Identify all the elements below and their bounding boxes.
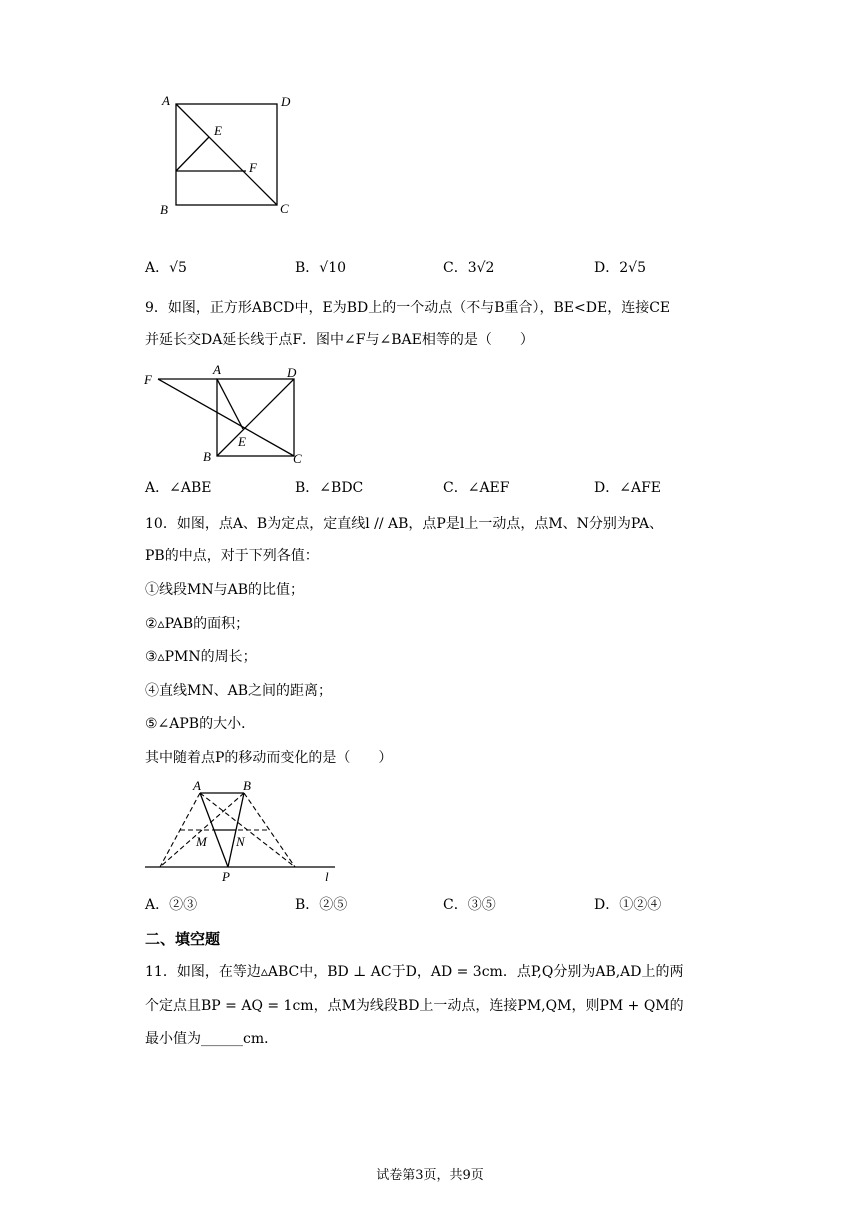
label-l: l xyxy=(325,869,329,884)
q10-option-d: D．①②④ xyxy=(594,897,662,913)
label-B: B xyxy=(203,449,211,464)
q10-item-2: ②▵PAB的面积； xyxy=(145,616,250,632)
figure-q8 xyxy=(155,90,305,220)
q10-item-4: ④直线MN、AB之间的距离； xyxy=(145,683,332,699)
q11-text-line3: 最小值为______cm． xyxy=(145,1031,279,1047)
q10-item-3: ③▵PMN的周长； xyxy=(145,649,257,665)
figure-q10 xyxy=(140,774,350,886)
label-F: F xyxy=(249,160,257,175)
label-B: B xyxy=(160,202,168,217)
q8-option-b: B．√10 xyxy=(295,260,347,276)
q8-option-d: D．2√5 xyxy=(594,260,646,276)
q10-option-b: B．②⑤ xyxy=(295,897,348,913)
label-E: E xyxy=(214,123,222,138)
q10-option-c: C．③⑤ xyxy=(443,897,496,913)
page-footer: 试卷第3页，共9页 xyxy=(376,1168,484,1183)
q9-option-a: A．∠ABE xyxy=(145,480,212,496)
q10-text-line1: 10．如图，点A、B为定点，定直线l // AB，点P是l上一动点，点M、N分别为PA、 xyxy=(145,516,664,532)
q8-option-a: A．√5 xyxy=(145,260,187,276)
label-M: M xyxy=(196,834,207,849)
q9-text-line1: 9．如图，正方形ABCD中，E为BD上的一个动点（不与B重合），BE<DE，连接CE xyxy=(145,300,671,316)
q9-option-b: B．∠BDC xyxy=(295,480,364,496)
label-F: F xyxy=(144,372,152,387)
label-A: A xyxy=(213,362,221,377)
q8-option-c: C．3√2 xyxy=(443,260,495,276)
label-C: C xyxy=(280,201,289,216)
q10-item-5: ⑤∠APB的大小． xyxy=(145,716,256,732)
q11-text-line2: 个定点且BP = AQ = 1cm，点M为线段BD上一动点，连接PM,QM，则PM + QM的 xyxy=(145,998,684,1014)
label-B: B xyxy=(243,778,251,793)
q9-option-c: C．∠AEF xyxy=(443,480,510,496)
label-C: C xyxy=(293,451,302,466)
q9-text-line2: 并延长交DA延长线于点F．图中∠F与∠BAE相等的是（ ） xyxy=(145,332,534,348)
label-A: A xyxy=(193,778,201,793)
label-P: P xyxy=(222,869,230,884)
section-heading: 二、填空题 xyxy=(145,930,221,948)
q10-option-a: A．②③ xyxy=(145,897,198,913)
q9-option-d: D．∠AFE xyxy=(594,480,662,496)
label-N: N xyxy=(236,834,245,849)
label-A: A xyxy=(162,93,170,108)
label-E: E xyxy=(238,434,246,449)
figure-q9 xyxy=(140,360,320,470)
q10-question: 其中随着点P的移动而变化的是（ ） xyxy=(145,750,393,766)
q11-text-line1: 11．如图，在等边▵ABC中，BD ⊥ AC于D，AD = 3cm．点P,Q分别为AB,AD上的两 xyxy=(145,964,684,980)
q10-text-line2: PB的中点，对于下列各值： xyxy=(145,548,319,564)
q10-item-1: ①线段MN与AB的比值； xyxy=(145,582,304,598)
label-D: D xyxy=(281,94,291,109)
label-D: D xyxy=(287,365,297,380)
